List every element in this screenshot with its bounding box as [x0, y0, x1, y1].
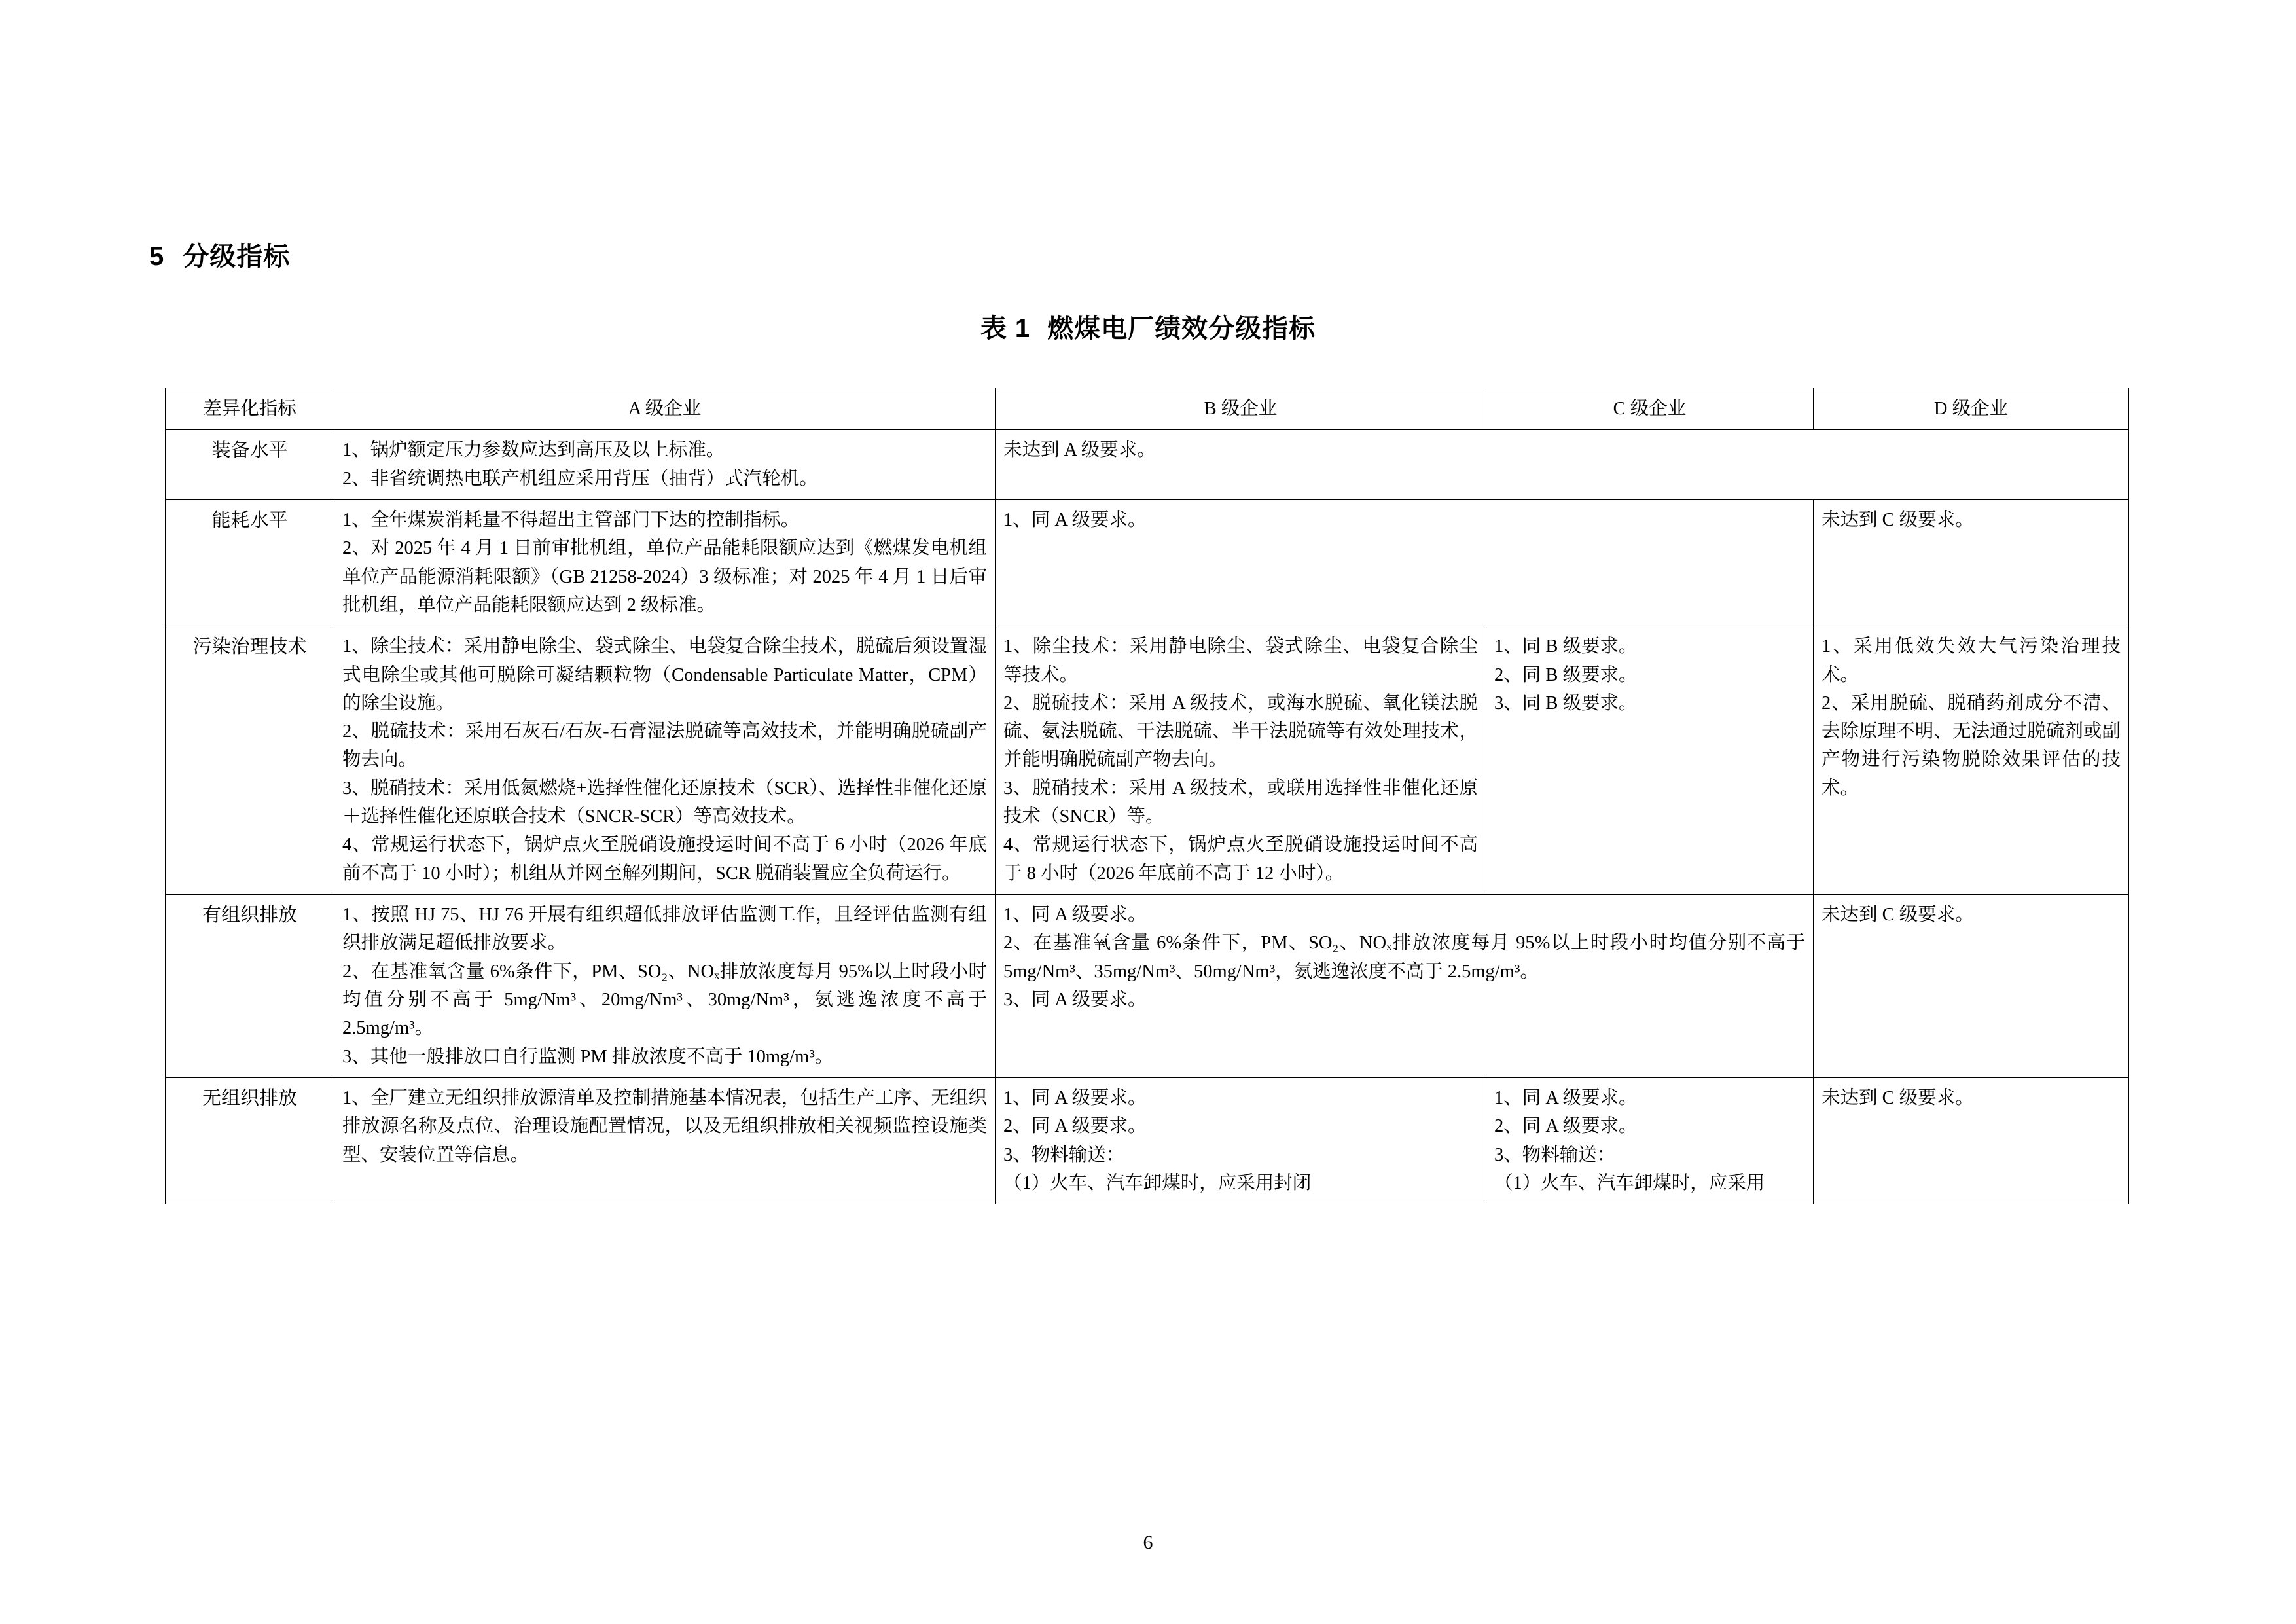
cell-grade-a	[334, 499, 996, 626]
cell-line: 4、常规运行状态下，锅炉点火至脱硝设施投运时间不高于 8 小时（2026 年底前不高于 12 小时）。	[1003, 835, 1478, 884]
cell-grade-c	[1486, 626, 1814, 895]
cell-grade-bc	[996, 499, 1814, 626]
table-row	[166, 1077, 2129, 1204]
cell-line: 1、同 A 级要求。	[1003, 1087, 1147, 1108]
table-row	[166, 430, 2129, 500]
cell-line: 未达到 A 级要求。	[1003, 440, 1156, 461]
cell-grade-d	[1814, 895, 2129, 1078]
cell-line: 1、按照 HJ 75、HJ 76 开展有组织超低排放评估监测工作，且经评估监测有组织排放满足超低排放要求。	[342, 905, 987, 954]
header-grade-a: A 级企业	[334, 388, 996, 430]
cell-line: 1、除尘技术：采用静电除尘、袋式除尘、电袋复合除尘等技术。	[1003, 636, 1478, 685]
table-title-text: 燃煤电厂绩效分级指标	[1047, 314, 1316, 343]
cell-line: 2、非省统调热电联产机组应采用背压（抽背）式汽轮机。	[342, 468, 818, 489]
cell-grade-d	[1814, 626, 2129, 895]
cell-line: 2、脱硫技术：采用石灰石/石灰-石膏湿法脱硫等高效技术，并能明确脱硫副产物去向。	[342, 721, 987, 770]
cell-line: 3、物料输送：	[1003, 1144, 1125, 1165]
table-row	[166, 626, 2129, 895]
cell-grade-d	[1814, 499, 2129, 626]
row-indicator: 能耗水平	[166, 499, 334, 626]
section-title: 分级指标	[183, 242, 291, 271]
header-indicator: 差异化指标	[166, 388, 334, 430]
cell-line: 2、在基准氧含量 6%条件下，PM、SO₂、NOₓ排放浓度每月 95%以上时段小时均值分别不高于 5mg/Nm³、35mg/Nm³、50mg/Nm³，氨逃逸浓度不高于 2.5mg/m³。	[1003, 933, 1805, 982]
header-grade-c: C 级企业	[1486, 388, 1814, 430]
table-caption	[0, 308, 2296, 345]
cell-line: 1、全厂建立无组织排放源清单及控制措施基本情况表，包括生产工序、无组织排放源名称及点位、治理设施配置情况，以及无组织排放相关视频监控设施类型、安装位置等信息。	[342, 1087, 987, 1165]
row-indicator: 有组织排放	[166, 895, 334, 1078]
cell-line: 未达到 C 级要求。	[1821, 509, 1974, 530]
cell-line: 3、脱硝技术：采用 A 级技术，或联用选择性非催化还原技术（SNCR）等。	[1003, 778, 1478, 827]
header-grade-d: D 级企业	[1814, 388, 2129, 430]
cell-grade-a	[334, 626, 996, 895]
cell-line: 2、采用脱硫、脱硝药剂成分不清、去除原理不明、无法通过脱硫剂或副产物进行污染物脱除效果评估的技术。	[1821, 693, 2121, 799]
cell-line: 未达到 C 级要求。	[1821, 905, 1974, 925]
cell-line: 3、物料输送：	[1494, 1144, 1616, 1165]
cell-line: 2、脱硫技术：采用 A 级技术，或海水脱硫、氧化镁法脱硫、氨法脱硫、干法脱硫、半干法脱硫等有效处理技术，并能明确脱硫副产物去向。	[1003, 693, 1478, 770]
header-grade-b: B 级企业	[996, 388, 1486, 430]
cell-grade-b	[996, 1077, 1486, 1204]
section-heading	[149, 236, 290, 273]
cell-line: 1、同 A 级要求。	[1003, 509, 1147, 530]
cell-grade-b	[996, 626, 1486, 895]
row-indicator: 无组织排放	[166, 1077, 334, 1204]
cell-line: 未达到 C 级要求。	[1821, 1087, 1974, 1108]
cell-line: 1、同 B 级要求。	[1494, 636, 1638, 657]
page-number: 6	[1143, 1532, 1153, 1553]
cell-grade-a	[334, 895, 996, 1078]
cell-grade-d	[1814, 1077, 2129, 1204]
cell-grade-a	[334, 1077, 996, 1204]
cell-line: （1）火车、汽车卸煤时，应采用	[1494, 1172, 1765, 1193]
performance-grading-table	[165, 388, 2129, 1204]
cell-line: 4、常规运行状态下，锅炉点火至脱硝设施投运时间不高于 6 小时（2026 年底前不高于 10 小时）；机组从并网至解列期间，SCR 脱硝装置应全负荷运行。	[342, 835, 987, 884]
cell-line: 1、同 A 级要求。	[1494, 1087, 1638, 1108]
cell-line: 2、同 B 级要求。	[1494, 664, 1638, 685]
cell-line: （1）火车、汽车卸煤时，应采用封闭	[1003, 1172, 1312, 1193]
cell-line: 3、同 A 级要求。	[1003, 989, 1147, 1010]
cell-line: 1、采用低效失效大气污染治理技术。	[1821, 636, 2121, 685]
cell-line: 2、对 2025 年 4 月 1 日前审批机组，单位产品能耗限额应达到《燃煤发电机组单位产品能源消耗限额》（GB 21258-2024）3 级标准；对 2025 年 4 月 1 日后审批机组，单位产品能耗限额应达到 2 级标准。	[342, 538, 987, 615]
cell-line: 3、其他一般排放口自行监测 PM 排放浓度不高于 10mg/m³。	[342, 1046, 834, 1067]
cell-line: 1、全年煤炭消耗量不得超出主管部门下达的控制指标。	[342, 509, 800, 530]
cell-grade-c	[1486, 1077, 1814, 1204]
cell-grade-a	[334, 430, 996, 500]
cell-line: 2、在基准氧含量 6%条件下，PM、SO₂、NOₓ排放浓度每月 95%以上时段小时均值分别不高于 5mg/Nm³、20mg/Nm³、30mg/Nm³，氨逃逸浓度不高于 2.5mg/m³。	[342, 961, 987, 1039]
cell-line: 1、同 A 级要求。	[1003, 905, 1147, 925]
cell-line: 2、同 A 级要求。	[1003, 1116, 1147, 1137]
cell-line: 3、脱硝技术：采用低氮燃烧+选择性催化还原技术（SCR）、选择性非催化还原＋选择性催化还原联合技术（SNCR-SCR）等高效技术。	[342, 778, 987, 827]
cell-line: 3、同 B 级要求。	[1494, 693, 1638, 713]
row-indicator: 装备水平	[166, 430, 334, 500]
cell-line: 1、锅炉额定压力参数应达到高压及以上标准。	[342, 440, 725, 461]
table-header-row	[166, 388, 2129, 430]
row-indicator: 污染治理技术	[166, 626, 334, 895]
table-row	[166, 499, 2129, 626]
cell-grade-bcd	[996, 430, 2129, 500]
cell-line: 1、除尘技术：采用静电除尘、袋式除尘、电袋复合除尘技术，脱硫后须设置湿式电除尘或其他可脱除可凝结颗粒物（Condensable Particulate Matter，CPM）的除尘设施。	[342, 636, 987, 713]
table-label: 表 1	[980, 314, 1031, 343]
table-row	[166, 895, 2129, 1078]
section-number: 5	[149, 242, 165, 271]
cell-line: 2、同 A 级要求。	[1494, 1116, 1638, 1137]
cell-grade-bc	[996, 895, 1814, 1078]
